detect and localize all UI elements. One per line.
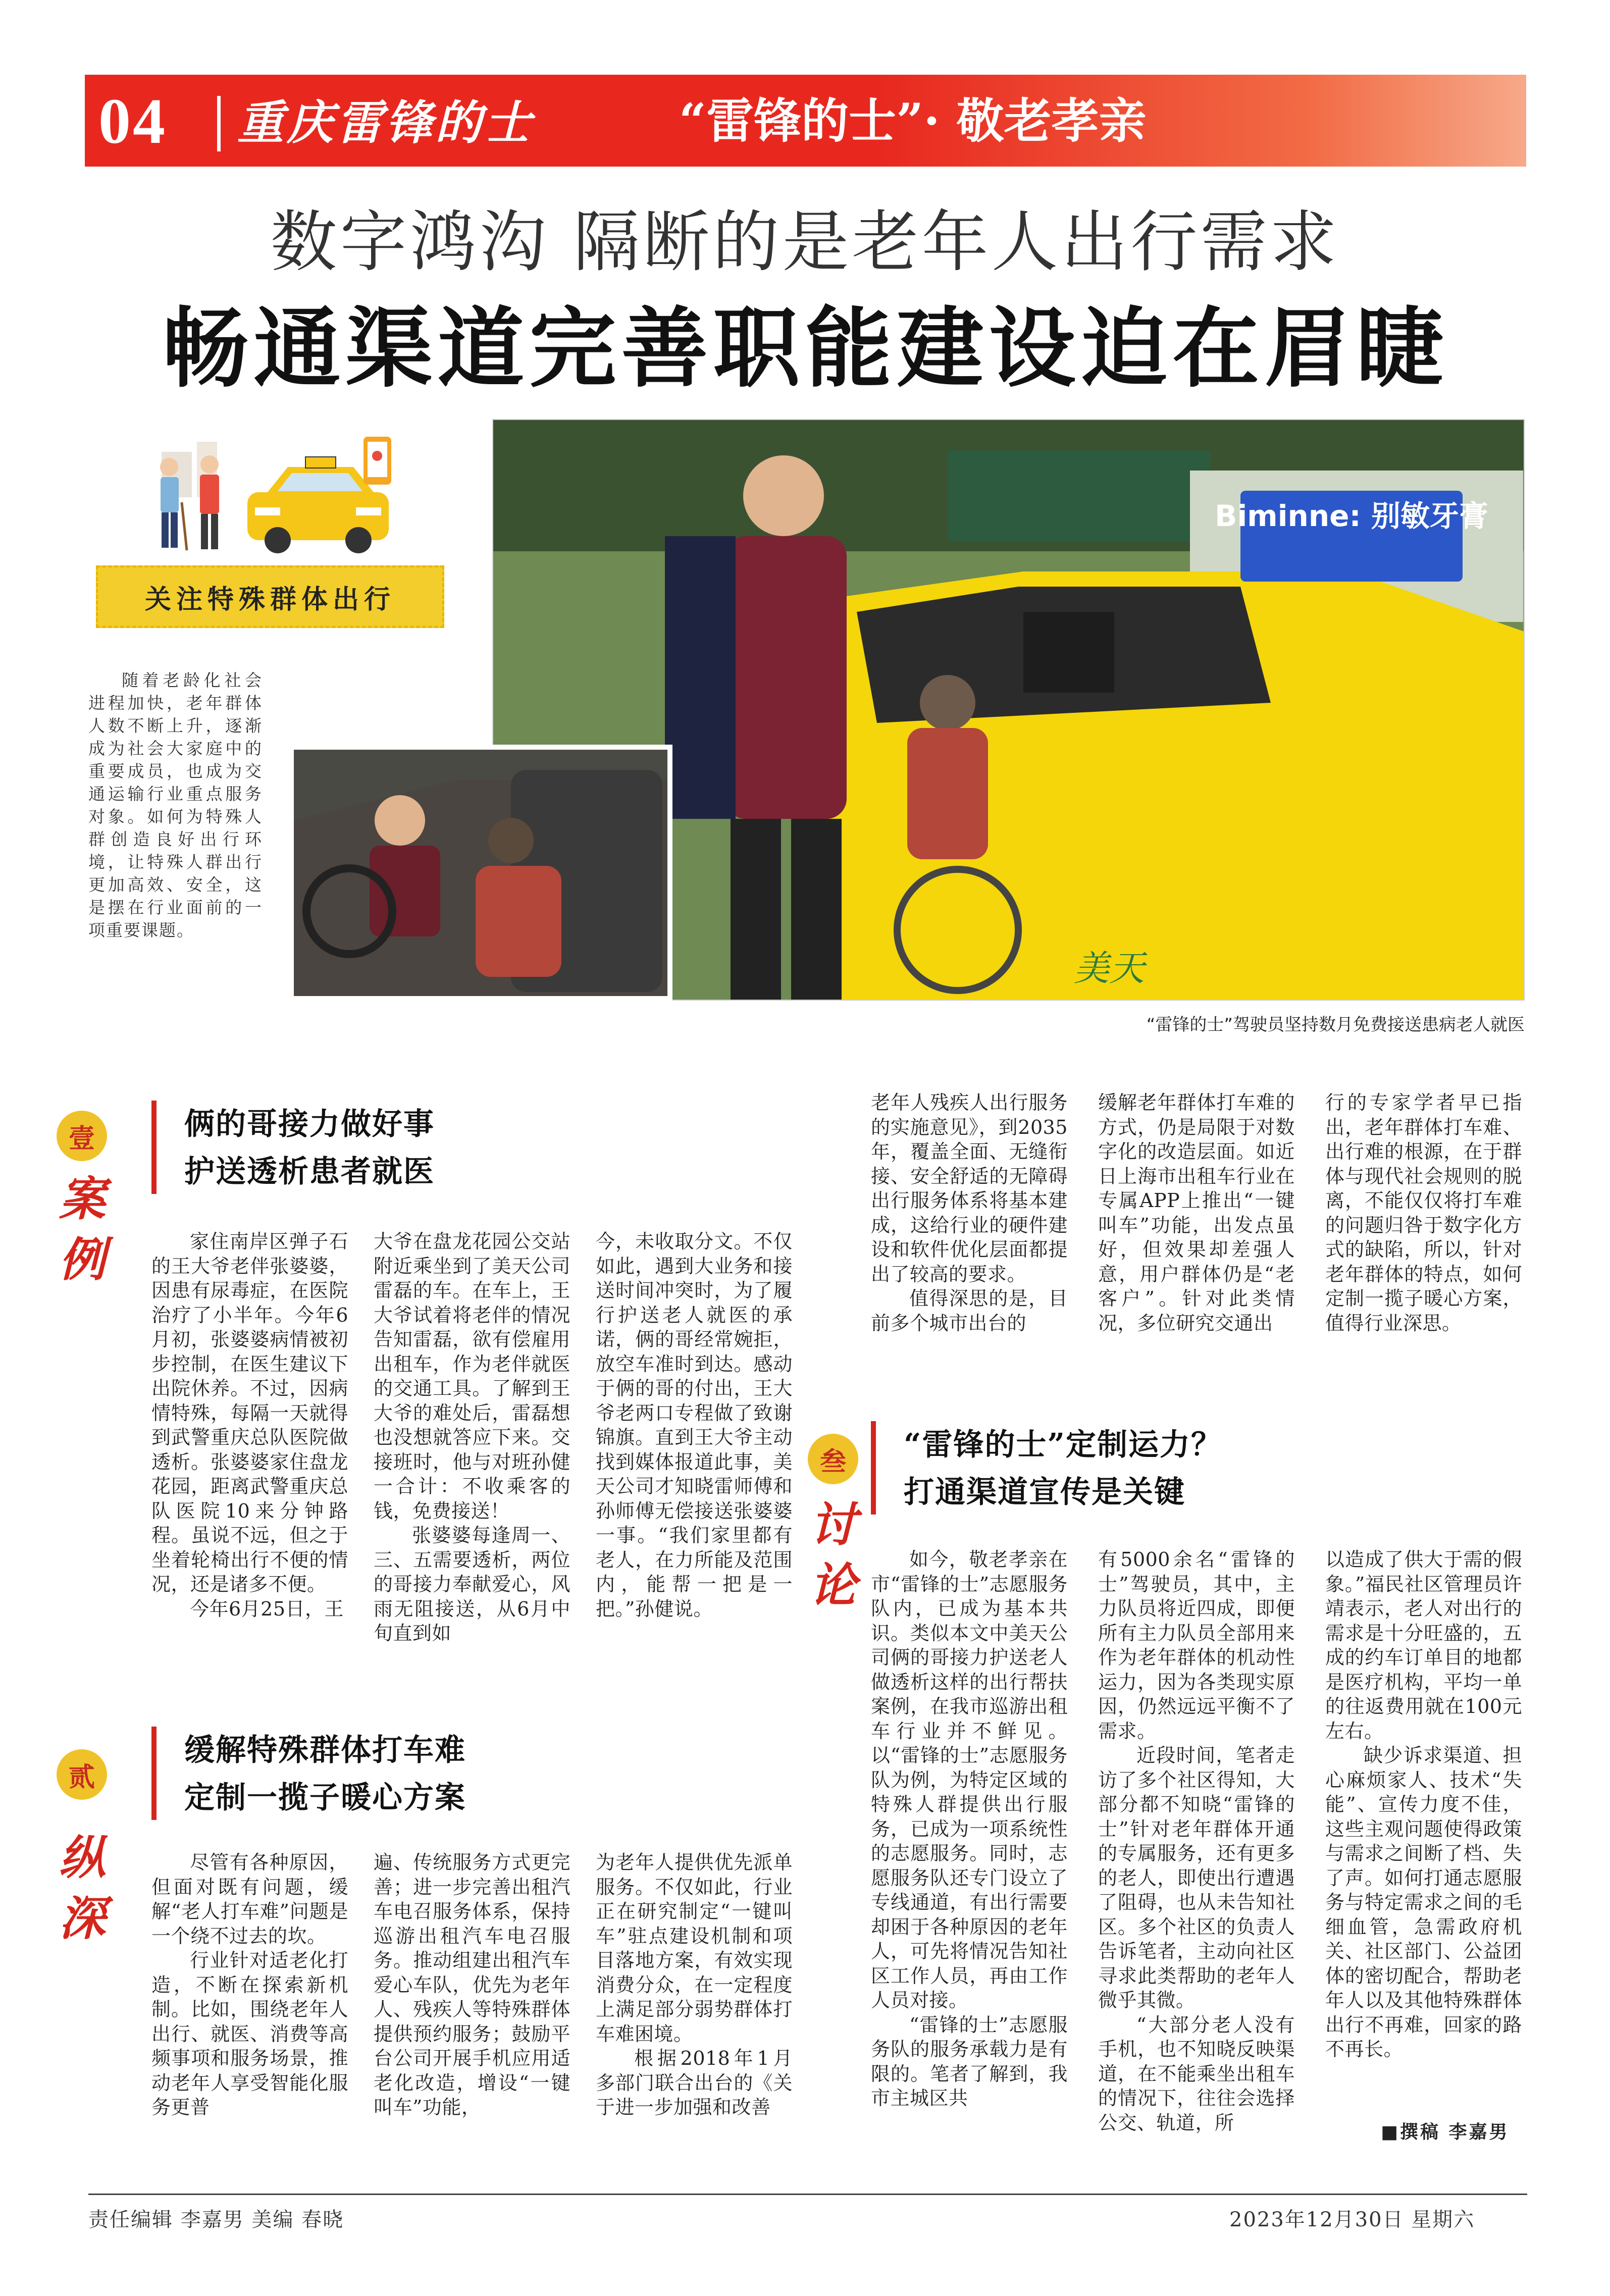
column-title: “雷锋的士”· 敬老孝亲 <box>679 93 1147 149</box>
section-label-three: 讨论 <box>809 1497 856 1612</box>
section-bar-two <box>151 1727 157 1820</box>
footer-editors: 责任编辑 李嘉男 美编 春晓 <box>88 2208 344 2231</box>
header-divider <box>217 96 221 151</box>
section-title-three-line2: 打通渠道宣传是关键 <box>904 1475 1185 1510</box>
subheadline: 数字鸿沟 隔断的是老年人出行需求 <box>270 203 1340 281</box>
section-number-three: 叁 <box>808 1434 858 1484</box>
mid-column-1 <box>871 1090 1068 1335</box>
s2-column-3 <box>596 1850 793 2120</box>
paragraph: 今，未收取分文。不仅如此，遇到大业务和接送时间冲突时，为了履行护送老人就医的承诺，俩的哥经常婉拒，放空车准时到达。感动于俩的哥的付出，王大爷老两口专程做了致谢锦旗。直到王大爷主动找到媒体报道此事，美天公司才知晓雷师傅和孙师傅无偿接送张婆婆一事。“我们家里都有老人，在力所能及范围内，能帮一把是一把。”孙健说。 <box>596 1230 793 1620</box>
paragraph: 遍、传统服务方式更完善；进一步完善出租汽车电召服务体系，保持巡游出租汽车电召服务。推动组建出租汽车爱心车队，优先为老年人、残疾人等特殊群体提供预约服务；鼓励平台公司开展手机应用适老化改造，增设“一键叫车”功能， <box>374 1851 570 2118</box>
paragraph: 行的专家学者早已指出，老年群体打车难、出行难的根源，在于群体与现代社会规则的脱离，不能仅仅将打车难的问题归咎于数字化方式的缺陷，所以，针对老年群体的特点，如何定制一揽子暖心方案，值得行业深思。 <box>1325 1091 1522 1334</box>
paragraph: 为老年人提供优先派单服务。不仅如此，行业正在研究制定“一键叫车”驻点建设机制和项目落地方案，有效实现消费分众，在一定程度上满足部分弱势群体打车难困境。 <box>596 1851 793 2045</box>
photo-caption: “雷锋的士”驾驶员坚持数月免费接送患病老人就医 <box>1146 1015 1525 1035</box>
brand-logo-text: 重庆雷锋的士 <box>237 95 535 150</box>
section-title-two-line1: 缓解特殊群体打车难 <box>184 1733 466 1768</box>
paragraph: 如今，敬老孝亲在市“雷锋的士”志愿服务队内，已成为基本共识。类似本文中美天公司俩的哥接力护送老人做透析这样的出行帮扶案例，在我市巡游出租车行业并不鲜见。以“雷锋的士”志愿服务队为例，为特定区域的特殊人群提供出行服务，已成为一项系统性的志愿服务。同时，志愿服务队还专门设立了专线通道，有出行需要却困于各种原因的老年人，可先将情况告知社区工作人员，再由工作人员对接。 <box>871 1548 1068 2011</box>
paragraph: 张婆婆每逢周一、三、五需要透析，两位的哥接力奉献爱心，风雨无阻接送，从6月中旬直到如 <box>374 1524 570 1644</box>
paragraph: “大部分老人没有手机，也不知晓反映渠道，在不能乘坐出租车的情况下，往往会选择公交、轨道，所 <box>1098 2013 1295 2134</box>
teaser-label: 关注特殊群体出行 <box>96 565 444 628</box>
s2-column-2 <box>374 1850 570 2120</box>
s3-column-3 <box>1325 1547 1522 2062</box>
section-title-two-line2: 定制一揽子暖心方案 <box>184 1780 466 1815</box>
paragraph: 尽管有各种原因，但面对既有问题，缓解“老人打车难”问题是一个绕不过去的坎。 <box>151 1851 348 1947</box>
teaser-text: 随着老龄化社会进程加快，老年群体人数不断上升，逐渐成为社会大家庭中的重要成员，也成为交通运输行业重点服务对象。如何为特殊人群创造良好出行环境，让特殊人群出行更加高效、安全，这是摆在行业面前的一项重要课题。 <box>88 670 263 940</box>
paragraph: 行业针对适老化打造，不断在探索新机制。比如，围绕老年人出行、就医、消费等高频事项和服务场景，推动老年人享受智能化服务更普 <box>151 1949 348 2118</box>
section-number-two: 贰 <box>57 1749 107 1800</box>
paragraph: 今年6月25日，王 <box>190 1597 344 1620</box>
section-number-one: 壹 <box>57 1111 107 1161</box>
paragraph: 家住南岸区弹子石的王大爷老伴张婆婆，因患有尿毒症，在医院治疗了小半年。今年6月初，张婆婆病情被初步控制，在医生建议下出院休养。不过，因病情特殊，每隔一天就得到武警重庆总队医院做透析。张婆婆家住盘龙花园，距离武警重庆总队医院10来分钟路程。虽说不远，但之于坐着轮椅出行不便的情况，还是诸多不便。 <box>151 1230 348 1595</box>
main-headline: 畅通渠道完善职能建设迫在眉睫 <box>162 297 1448 399</box>
paragraph: 以造成了供大于需的假象。”福民社区管理员许靖表示，老人对出行的需求是十分旺盛的，五成的约车订单目的地都是医疗机构，平均一单的往返费用就在100元左右。 <box>1325 1548 1522 1742</box>
section-label-one: 案例 <box>59 1172 106 1287</box>
section-title-one-line1: 俩的哥接力做好事 <box>184 1107 435 1142</box>
mid-column-3 <box>1325 1090 1522 1335</box>
mid-column-2 <box>1098 1090 1295 1335</box>
paragraph: 值得深思的是，目前多个城市出台的 <box>871 1287 1068 1334</box>
inset-photo <box>289 745 672 1001</box>
paragraph: 缺少诉求渠道、担心麻烦家人、技术“失能”、宣传力度不佳，这些主观问题使得政策与需求之间断了档、失了声。如何打通志愿服务与特定需求之间的毛细血管，急需政府机关、社区部门、公益团体的密切配合，帮助老年人以及其他特殊群体出行不再难，回家的路不再长。 <box>1325 1744 1522 2060</box>
s3-column-2 <box>1098 1547 1295 2135</box>
s3-column-1 <box>871 1547 1068 2111</box>
door-text: 美天 <box>1074 948 1145 989</box>
paragraph: “雷锋的士”志愿服务队的服务承载力是有限的。笔者了解到，我市主城区共 <box>871 2013 1068 2109</box>
paragraph: 近段时间，笔者走访了多个社区得知，大部分都不知晓“雷锋的士”针对老年群体开通的专属服务，还有更多的老人，即使出行遭遇了阻碍，也从未告知社区。多个社区的负责人告诉笔者，主动向社区寻求此类帮助的老年人微乎其微。 <box>1098 1744 1295 2011</box>
footer-rule <box>88 2194 1527 2195</box>
s1-column-2 <box>374 1229 570 1646</box>
s1-column-3 <box>596 1229 793 1621</box>
paragraph: 大爷在盘龙花园公交站附近乘坐到了美天公司雷磊的车。在车上，王大爷试着将老伴的情况告知雷磊，欲有偿雇用出租车，作为老伴就医的交通工具。了解到王大爷的难处后，雷磊想也没想就答应下来。交接班时，他与对班孙健一合计：不收乘客的钱，免费接送！ <box>374 1230 570 1522</box>
paragraph: 老年人残疾人出行服务的实施意见》，到2035年，覆盖全面、无缝衔接、安全舒适的无障碍出行服务体系将基本建成，这给行业的硬件建设和软件优化层面都提出了较高的要求。 <box>871 1091 1068 1285</box>
roof-sign-text: Biminne: 别敏牙膏 <box>1215 499 1488 533</box>
section-title-three-line1: “雷锋的士”定制运力？ <box>904 1427 1223 1463</box>
section-bar-three <box>871 1421 876 1515</box>
section-title-one-line2: 护送透析患者就医 <box>184 1154 435 1189</box>
taxi-illustration <box>141 432 404 563</box>
footer-date: 2023年12月30日 星期六 <box>1229 2208 1475 2231</box>
paragraph: 缓解老年群体打车难的方式，仍是局限于对数字化的改造层面。如近日上海市出租车行业在专属APP上推出“一键叫车”功能，出发点虽好，但效果却差强人意，用户群体仍是“老客户”。针对此类情况，多位研究交通出 <box>1098 1091 1295 1334</box>
section-label-two: 纵深 <box>59 1831 106 1946</box>
s1-column-1 <box>151 1229 348 1621</box>
byline: ■撰稿 李嘉男 <box>1381 2121 1510 2143</box>
s2-column-1 <box>151 1850 348 2120</box>
paragraph: 根据2018年1月多部门联合出台的《关于进一步加强和改善 <box>596 2047 793 2118</box>
paragraph: 有5000余名“雷锋的士”驾驶员，其中，主力队员将近四成，即便所有主力队员全部用来作为老年群体的机动性运力，因为各类现实原因，仍然远远平衡不了需求。 <box>1098 1548 1295 1742</box>
page-number: 04 <box>98 85 167 157</box>
section-bar-one <box>151 1101 157 1194</box>
